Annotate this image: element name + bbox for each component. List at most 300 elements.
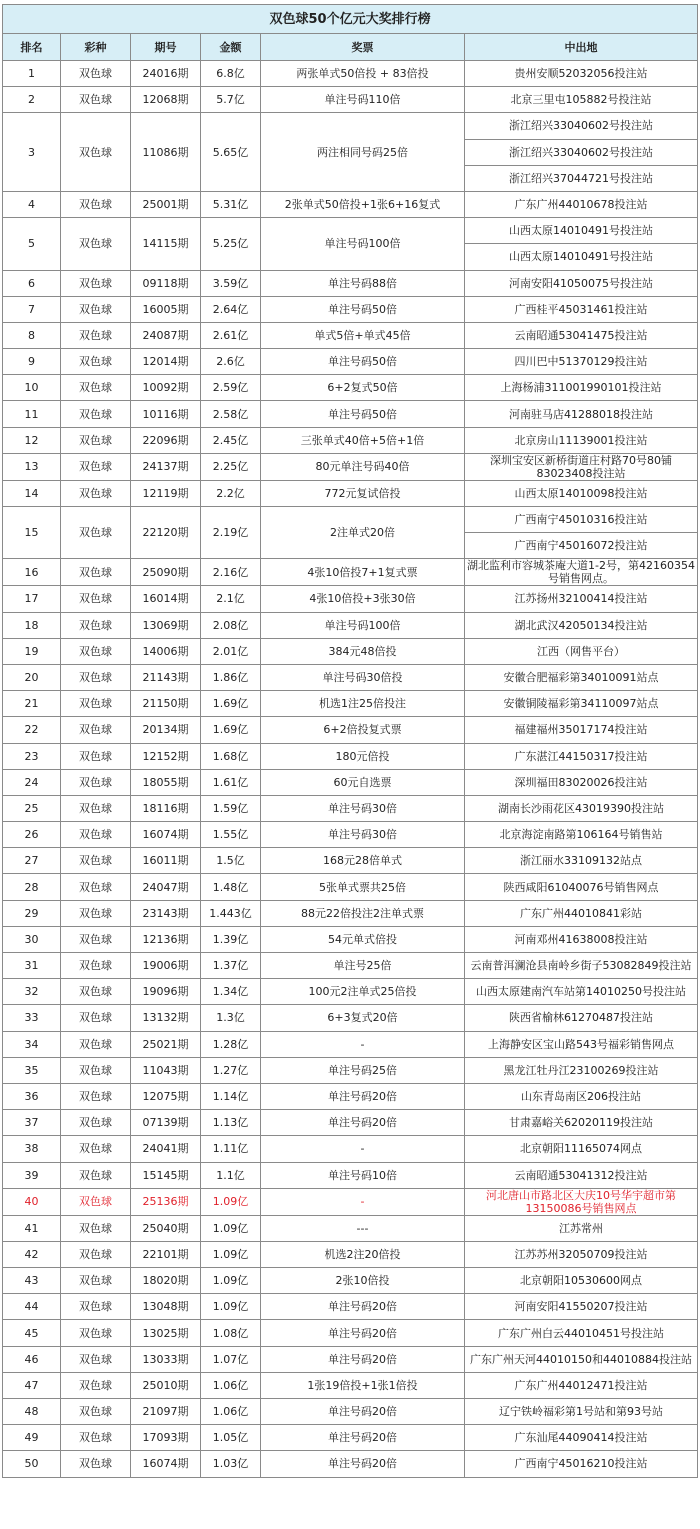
cell-rank: 9	[3, 349, 61, 375]
cell-place: 湖南长沙雨花区43019390投注站	[465, 795, 698, 821]
cell-rank: 43	[3, 1268, 61, 1294]
cell-issue: 22101期	[131, 1241, 201, 1267]
cell-lottery: 双色球	[61, 480, 131, 506]
cell-issue: 18116期	[131, 795, 201, 821]
table-row	[3, 848, 698, 874]
cell-place: 广东广州44010841彩站	[465, 900, 698, 926]
cell-issue: 20134期	[131, 717, 201, 743]
cell-issue: 11086期	[131, 113, 201, 192]
table-row	[3, 113, 698, 139]
cell-ticket: -	[261, 1188, 465, 1215]
cell-amount: 2.61亿	[201, 322, 261, 348]
table-row	[3, 691, 698, 717]
cell-rank: 28	[3, 874, 61, 900]
table-row	[3, 612, 698, 638]
table-row	[3, 87, 698, 113]
table-row	[3, 953, 698, 979]
cell-amount: 1.5亿	[201, 848, 261, 874]
cell-lottery: 双色球	[61, 1451, 131, 1477]
cell-amount: 1.68亿	[201, 743, 261, 769]
cell-issue: 13132期	[131, 1005, 201, 1031]
cell-lottery: 双色球	[61, 717, 131, 743]
cell-amount: 2.6亿	[201, 349, 261, 375]
table-row	[3, 1110, 698, 1136]
cell-place: 深圳福田83020026投注站	[465, 769, 698, 795]
cell-issue: 10092期	[131, 375, 201, 401]
cell-ticket: 6+2倍投复式票	[261, 717, 465, 743]
cell-lottery: 双色球	[61, 795, 131, 821]
cell-amount: 1.1亿	[201, 1162, 261, 1188]
cell-lottery: 双色球	[61, 270, 131, 296]
cell-lottery: 双色球	[61, 1110, 131, 1136]
cell-lottery: 双色球	[61, 1372, 131, 1398]
ranking-table	[2, 4, 698, 1478]
cell-issue: 17093期	[131, 1425, 201, 1451]
cell-amount: 1.37亿	[201, 953, 261, 979]
table-row	[3, 507, 698, 533]
cell-amount: 1.06亿	[201, 1399, 261, 1425]
table-row	[3, 717, 698, 743]
cell-place: 浙江绍兴33040602号投注站	[465, 113, 698, 139]
cell-place: 云南普洱澜沧县南岭乡街子53082849投注站	[465, 953, 698, 979]
table-row	[3, 1294, 698, 1320]
cell-amount: 1.09亿	[201, 1241, 261, 1267]
cell-amount: 1.27亿	[201, 1057, 261, 1083]
cell-issue: 12152期	[131, 743, 201, 769]
cell-lottery: 双色球	[61, 1083, 131, 1109]
cell-ticket: 单注号码50倍	[261, 401, 465, 427]
cell-rank: 40	[3, 1188, 61, 1215]
cell-amount: 1.28亿	[201, 1031, 261, 1057]
cell-amount: 2.58亿	[201, 401, 261, 427]
cell-rank: 8	[3, 322, 61, 348]
table-row	[3, 427, 698, 453]
cell-lottery: 双色球	[61, 848, 131, 874]
table-row	[3, 1215, 698, 1241]
table-row	[3, 453, 698, 480]
cell-place: 安徽合肥福彩第34010091站点	[465, 664, 698, 690]
cell-ticket: 单注号码20倍	[261, 1451, 465, 1477]
cell-rank: 50	[3, 1451, 61, 1477]
cell-ticket: 单注号码30倍	[261, 795, 465, 821]
cell-ticket: 单注号码20倍	[261, 1320, 465, 1346]
cell-issue: 24137期	[131, 453, 201, 480]
cell-issue: 21143期	[131, 664, 201, 690]
cell-ticket: -	[261, 1031, 465, 1057]
cell-rank: 15	[3, 507, 61, 559]
cell-amount: 1.09亿	[201, 1215, 261, 1241]
cell-amount: 5.7亿	[201, 87, 261, 113]
cell-issue: 24047期	[131, 874, 201, 900]
cell-ticket: 6+2复式50倍	[261, 375, 465, 401]
table-row	[3, 1188, 698, 1215]
cell-issue: 16011期	[131, 848, 201, 874]
cell-amount: 1.69亿	[201, 691, 261, 717]
cell-ticket: 54元单式倍投	[261, 926, 465, 952]
cell-lottery: 双色球	[61, 322, 131, 348]
table-row	[3, 874, 698, 900]
cell-amount: 1.06亿	[201, 1372, 261, 1398]
cell-place: 福建福州35017174投注站	[465, 717, 698, 743]
cell-issue: 25021期	[131, 1031, 201, 1057]
cell-place: 山西太原14010491号投注站	[465, 244, 698, 270]
cell-issue: 24016期	[131, 61, 201, 87]
cell-ticket: 机选1注25倍投注	[261, 691, 465, 717]
cell-ticket: 单注号码100倍	[261, 218, 465, 270]
table-row	[3, 900, 698, 926]
table-row	[3, 1451, 698, 1477]
cell-ticket: 单注号码30倍	[261, 822, 465, 848]
cell-issue: 12014期	[131, 349, 201, 375]
cell-ticket: 1张19倍投+1张1倍投	[261, 1372, 465, 1398]
cell-lottery: 双色球	[61, 453, 131, 480]
table-row	[3, 1399, 698, 1425]
cell-ticket: 单注号码20倍	[261, 1425, 465, 1451]
cell-amount: 5.31亿	[201, 191, 261, 217]
cell-place: 上海静安区宝山路543号福彩销售网点	[465, 1031, 698, 1057]
table-row	[3, 480, 698, 506]
cell-rank: 1	[3, 61, 61, 87]
cell-ticket: 88元22倍投注2注单式票	[261, 900, 465, 926]
table-row	[3, 191, 698, 217]
cell-place: 广东汕尾44090414投注站	[465, 1425, 698, 1451]
cell-ticket: 180元倍投	[261, 743, 465, 769]
table-row	[3, 296, 698, 322]
cell-amount: 2.01亿	[201, 638, 261, 664]
cell-place: 河南邓州41638008投注站	[465, 926, 698, 952]
table-row	[3, 218, 698, 244]
cell-lottery: 双色球	[61, 218, 131, 270]
cell-lottery: 双色球	[61, 1268, 131, 1294]
cell-place: 黑龙江牡丹江23100269投注站	[465, 1057, 698, 1083]
cell-rank: 41	[3, 1215, 61, 1241]
cell-lottery: 双色球	[61, 979, 131, 1005]
cell-amount: 2.19亿	[201, 507, 261, 559]
cell-amount: 1.39亿	[201, 926, 261, 952]
cell-amount: 5.25亿	[201, 218, 261, 270]
table-row	[3, 559, 698, 586]
cell-issue: 13048期	[131, 1294, 201, 1320]
cell-lottery: 双色球	[61, 559, 131, 586]
cell-amount: 1.09亿	[201, 1188, 261, 1215]
cell-place: 北京朝阳11165074网点	[465, 1136, 698, 1162]
cell-issue: 09118期	[131, 270, 201, 296]
cell-rank: 14	[3, 480, 61, 506]
cell-issue: 16074期	[131, 1451, 201, 1477]
cell-rank: 27	[3, 848, 61, 874]
cell-place: 陕西省榆林61270487投注站	[465, 1005, 698, 1031]
table-row	[3, 1031, 698, 1057]
cell-ticket: 4张10倍投7+1复式票	[261, 559, 465, 586]
cell-place: 浙江绍兴37044721号投注站	[465, 165, 698, 191]
cell-place: 辽宁铁岭福彩第1号站和第93号站	[465, 1399, 698, 1425]
table-row	[3, 664, 698, 690]
table-row	[3, 1320, 698, 1346]
cell-place: 甘肃嘉峪关62020119投注站	[465, 1110, 698, 1136]
cell-amount: 2.59亿	[201, 375, 261, 401]
cell-issue: 19006期	[131, 953, 201, 979]
cell-ticket: 三张单式40倍+5倍+1倍	[261, 427, 465, 453]
cell-rank: 7	[3, 296, 61, 322]
table-row	[3, 1346, 698, 1372]
cell-rank: 49	[3, 1425, 61, 1451]
cell-lottery: 双色球	[61, 191, 131, 217]
cell-rank: 22	[3, 717, 61, 743]
cell-place: 山西太原14010098投注站	[465, 480, 698, 506]
cell-amount: 6.8亿	[201, 61, 261, 87]
cell-ticket: 单注号码25倍	[261, 1057, 465, 1083]
cell-lottery: 双色球	[61, 664, 131, 690]
cell-amount: 2.2亿	[201, 480, 261, 506]
cell-rank: 38	[3, 1136, 61, 1162]
cell-rank: 12	[3, 427, 61, 453]
cell-issue: 24041期	[131, 1136, 201, 1162]
cell-amount: 1.59亿	[201, 795, 261, 821]
table-row	[3, 1005, 698, 1031]
cell-rank: 31	[3, 953, 61, 979]
cell-place: 广东广州天河44010150和44010884投注站	[465, 1346, 698, 1372]
cell-lottery: 双色球	[61, 1215, 131, 1241]
cell-ticket: 单注号码30倍投	[261, 664, 465, 690]
cell-rank: 30	[3, 926, 61, 952]
cell-lottery: 双色球	[61, 1241, 131, 1267]
header-place: 中出地	[465, 34, 698, 61]
cell-lottery: 双色球	[61, 1294, 131, 1320]
cell-issue: 25001期	[131, 191, 201, 217]
cell-issue: 13033期	[131, 1346, 201, 1372]
table-row	[3, 1268, 698, 1294]
cell-rank: 44	[3, 1294, 61, 1320]
cell-place: 陕西咸阳61040076号销售网点	[465, 874, 698, 900]
cell-issue: 25136期	[131, 1188, 201, 1215]
cell-ticket: 单注号码20倍	[261, 1083, 465, 1109]
table-row	[3, 375, 698, 401]
cell-amount: 2.1亿	[201, 586, 261, 612]
cell-place: 江苏苏州32050709投注站	[465, 1241, 698, 1267]
cell-rank: 23	[3, 743, 61, 769]
cell-rank: 16	[3, 559, 61, 586]
cell-amount: 3.59亿	[201, 270, 261, 296]
cell-ticket: 168元28倍单式	[261, 848, 465, 874]
cell-rank: 35	[3, 1057, 61, 1083]
cell-issue: 14115期	[131, 218, 201, 270]
cell-place: 四川巴中51370129投注站	[465, 349, 698, 375]
cell-place: 贵州安顺52032056投注站	[465, 61, 698, 87]
cell-lottery: 双色球	[61, 822, 131, 848]
cell-place: 广西南宁45010316投注站	[465, 507, 698, 533]
cell-issue: 21150期	[131, 691, 201, 717]
cell-ticket: 单式5倍+单式45倍	[261, 322, 465, 348]
cell-issue: 12119期	[131, 480, 201, 506]
cell-issue: 07139期	[131, 1110, 201, 1136]
cell-lottery: 双色球	[61, 953, 131, 979]
cell-amount: 2.45亿	[201, 427, 261, 453]
cell-ticket: 772元复试倍投	[261, 480, 465, 506]
table-row	[3, 979, 698, 1005]
cell-place: 河南安阳41050075号投注站	[465, 270, 698, 296]
cell-place: 北京朝阳10530600网点	[465, 1268, 698, 1294]
cell-place: 广东广州44010678投注站	[465, 191, 698, 217]
cell-rank: 4	[3, 191, 61, 217]
cell-place: 上海杨浦311001990101投注站	[465, 375, 698, 401]
cell-place: 北京房山11139001投注站	[465, 427, 698, 453]
header-row	[3, 34, 698, 61]
cell-issue: 16005期	[131, 296, 201, 322]
cell-amount: 1.08亿	[201, 1320, 261, 1346]
cell-place: 安徽铜陵福彩第34110097站点	[465, 691, 698, 717]
cell-issue: 10116期	[131, 401, 201, 427]
table-row	[3, 926, 698, 952]
cell-amount: 1.55亿	[201, 822, 261, 848]
cell-lottery: 双色球	[61, 586, 131, 612]
cell-amount: 2.64亿	[201, 296, 261, 322]
cell-ticket: 4张10倍投+3张30倍	[261, 586, 465, 612]
cell-rank: 3	[3, 113, 61, 192]
table-row	[3, 743, 698, 769]
cell-amount: 2.08亿	[201, 612, 261, 638]
cell-rank: 33	[3, 1005, 61, 1031]
table-row	[3, 322, 698, 348]
cell-ticket: 机选2注20倍投	[261, 1241, 465, 1267]
cell-rank: 39	[3, 1162, 61, 1188]
cell-amount: 1.03亿	[201, 1451, 261, 1477]
cell-issue: 12068期	[131, 87, 201, 113]
cell-lottery: 双色球	[61, 113, 131, 192]
cell-ticket: -	[261, 1136, 465, 1162]
cell-place: 山西太原建南汽车站第14010250号投注站	[465, 979, 698, 1005]
cell-lottery: 双色球	[61, 1399, 131, 1425]
cell-issue: 18020期	[131, 1268, 201, 1294]
cell-ticket: 单注号码20倍	[261, 1346, 465, 1372]
cell-issue: 25010期	[131, 1372, 201, 1398]
cell-amount: 1.05亿	[201, 1425, 261, 1451]
cell-issue: 12136期	[131, 926, 201, 952]
cell-amount: 1.34亿	[201, 979, 261, 1005]
cell-lottery: 双色球	[61, 1005, 131, 1031]
cell-amount: 1.13亿	[201, 1110, 261, 1136]
cell-ticket: ---	[261, 1215, 465, 1241]
table-row	[3, 270, 698, 296]
table-body	[3, 61, 698, 1478]
cell-place: 湖北武汉42050134投注站	[465, 612, 698, 638]
cell-place: 江苏扬州32100414投注站	[465, 586, 698, 612]
cell-rank: 10	[3, 375, 61, 401]
cell-rank: 5	[3, 218, 61, 270]
cell-issue: 22120期	[131, 507, 201, 559]
cell-lottery: 双色球	[61, 1136, 131, 1162]
cell-ticket: 384元48倍投	[261, 638, 465, 664]
cell-lottery: 双色球	[61, 61, 131, 87]
cell-issue: 25040期	[131, 1215, 201, 1241]
cell-ticket: 5张单式票共25倍	[261, 874, 465, 900]
cell-rank: 37	[3, 1110, 61, 1136]
cell-issue: 24087期	[131, 322, 201, 348]
cell-issue: 22096期	[131, 427, 201, 453]
cell-ticket: 2注单式20倍	[261, 507, 465, 559]
cell-ticket: 2张单式50倍投+1张6+16复式	[261, 191, 465, 217]
cell-amount: 1.09亿	[201, 1294, 261, 1320]
cell-rank: 29	[3, 900, 61, 926]
cell-ticket: 80元单注号码40倍	[261, 453, 465, 480]
table-row	[3, 1083, 698, 1109]
cell-issue: 13025期	[131, 1320, 201, 1346]
cell-issue: 23143期	[131, 900, 201, 926]
cell-rank: 36	[3, 1083, 61, 1109]
cell-lottery: 双色球	[61, 1320, 131, 1346]
cell-place: 江西（网售平台）	[465, 638, 698, 664]
cell-place: 广东广州白云44010451号投注站	[465, 1320, 698, 1346]
cell-place: 云南昭通53041312投注站	[465, 1162, 698, 1188]
cell-lottery: 双色球	[61, 296, 131, 322]
cell-lottery: 双色球	[61, 874, 131, 900]
cell-rank: 45	[3, 1320, 61, 1346]
cell-place: 江苏常州	[465, 1215, 698, 1241]
cell-lottery: 双色球	[61, 1031, 131, 1057]
cell-lottery: 双色球	[61, 769, 131, 795]
cell-ticket: 单注号码100倍	[261, 612, 465, 638]
cell-issue: 15145期	[131, 1162, 201, 1188]
cell-lottery: 双色球	[61, 375, 131, 401]
cell-rank: 48	[3, 1399, 61, 1425]
header-issue: 期号	[131, 34, 201, 61]
cell-rank: 19	[3, 638, 61, 664]
cell-rank: 42	[3, 1241, 61, 1267]
cell-place: 山西太原14010491号投注站	[465, 218, 698, 244]
table-row	[3, 1057, 698, 1083]
cell-place: 河南安阳41550207投注站	[465, 1294, 698, 1320]
cell-issue: 12075期	[131, 1083, 201, 1109]
cell-amount: 1.61亿	[201, 769, 261, 795]
cell-amount: 2.25亿	[201, 453, 261, 480]
cell-ticket: 单注号码110倍	[261, 87, 465, 113]
cell-lottery: 双色球	[61, 349, 131, 375]
cell-issue: 21097期	[131, 1399, 201, 1425]
cell-place: 山东青岛南区206投注站	[465, 1083, 698, 1109]
cell-place: 浙江丽水33109132站点	[465, 848, 698, 874]
cell-place: 广西南宁45016072投注站	[465, 533, 698, 559]
cell-rank: 32	[3, 979, 61, 1005]
cell-issue: 25090期	[131, 559, 201, 586]
cell-ticket: 单注号码88倍	[261, 270, 465, 296]
cell-lottery: 双色球	[61, 691, 131, 717]
table-row	[3, 349, 698, 375]
cell-rank: 26	[3, 822, 61, 848]
table-row	[3, 822, 698, 848]
cell-rank: 24	[3, 769, 61, 795]
cell-rank: 11	[3, 401, 61, 427]
cell-lottery: 双色球	[61, 1188, 131, 1215]
cell-amount: 5.65亿	[201, 113, 261, 192]
cell-issue: 16014期	[131, 586, 201, 612]
table-row	[3, 1241, 698, 1267]
cell-rank: 6	[3, 270, 61, 296]
header-amount: 金额	[201, 34, 261, 61]
cell-amount: 1.11亿	[201, 1136, 261, 1162]
cell-ticket: 单注号码20倍	[261, 1399, 465, 1425]
table-row	[3, 586, 698, 612]
cell-lottery: 双色球	[61, 87, 131, 113]
cell-place: 广西桂平45031461投注站	[465, 296, 698, 322]
cell-rank: 21	[3, 691, 61, 717]
cell-rank: 20	[3, 664, 61, 690]
cell-issue: 19096期	[131, 979, 201, 1005]
cell-ticket: 单注号码10倍	[261, 1162, 465, 1188]
cell-issue: 14006期	[131, 638, 201, 664]
cell-ticket: 两张单式50倍投 + 83倍投	[261, 61, 465, 87]
cell-issue: 13069期	[131, 612, 201, 638]
cell-ticket: 单注号码20倍	[261, 1294, 465, 1320]
cell-rank: 25	[3, 795, 61, 821]
